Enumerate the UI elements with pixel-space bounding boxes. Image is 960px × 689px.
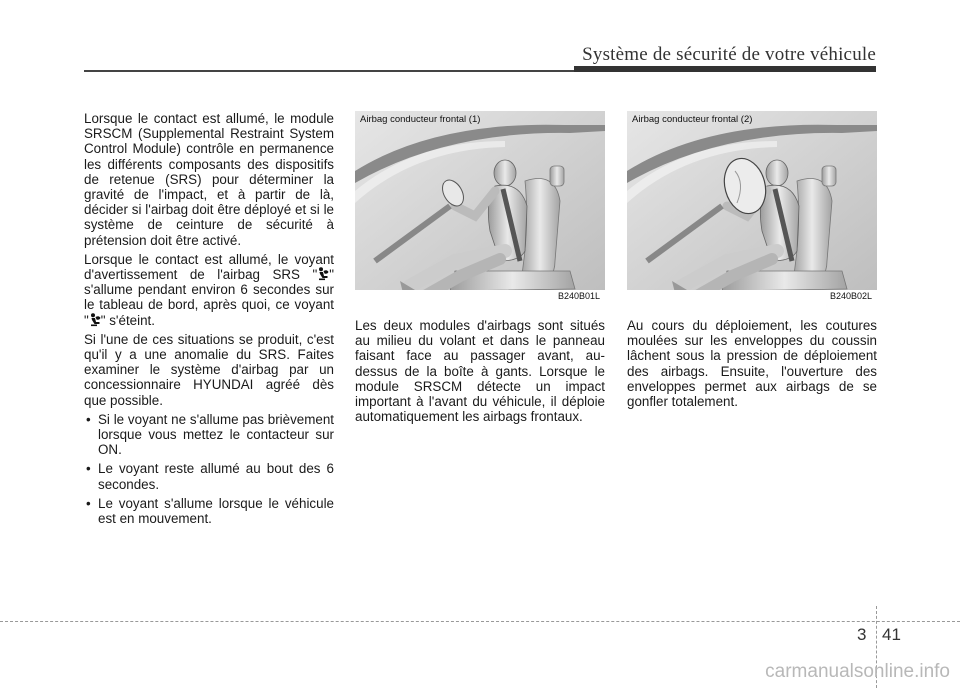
paragraph-deployment: Au cours du déploiement, les coutures moulées sur les enveloppes du coussin lâchent sous la pression de déploiement des airbags. Ensuite, l'ouverture des enveloppes permet aux airbags de se gonfler totalement. xyxy=(627,318,877,410)
footer-rule xyxy=(0,621,960,622)
airbag-warning-icon xyxy=(89,313,101,327)
paragraph-anomaly: Si l'une de ces situations se produit, c'est qu'il y a une anomalie du SRS. Faites examiner le système d'airbag par un concessionnaire HYUNDAI agréé dès que possible. xyxy=(84,331,334,408)
driver-airbag-illustration-2 xyxy=(627,111,877,303)
text-column-3 xyxy=(627,318,877,413)
page-header-title: Système de sécurité de votre véhicule xyxy=(582,44,876,65)
text-column-1 xyxy=(84,111,334,530)
page-number: 41 xyxy=(882,625,901,644)
figure-caption: Airbag conducteur frontal (2) xyxy=(632,114,753,125)
header-rule xyxy=(84,70,624,72)
list-item: • Le voyant reste allumé au bout des 6 secondes. xyxy=(84,461,334,491)
anomaly-list xyxy=(84,412,334,526)
text-column-2 xyxy=(355,318,605,428)
paragraph-airbag-modules: Les deux modules d'airbags sont situés au milieu du volant et dans le panneau faisant face au passager avant, au-dessus de la boîte à gants. Lorsque le module SRSCM détecte un impact important à l'avant du véhicule, il déploie automatiquement les airbags frontaux. xyxy=(355,318,605,425)
header-rule-accent xyxy=(574,66,876,72)
list-item: • Le voyant s'allume lorsque le véhicule est en mouvement. xyxy=(84,496,334,526)
paragraph-warning-light-part1: Lorsque le contact est allumé, le voyant d'avertissement de l'airbag SRS " xyxy=(84,251,334,283)
paragraph-warning-light-part3: " s'éteint. xyxy=(100,312,155,328)
driver-airbag-illustration-1 xyxy=(355,111,605,303)
paragraph-warning-light-part2: " s'allume pendant environ 6 secondes sur le tableau de bord, après quoi, ce voyant " xyxy=(84,267,334,328)
figure-code: B240B01L xyxy=(557,291,600,301)
paragraph-warning-light xyxy=(84,252,334,328)
watermark: carmanualsonline.info xyxy=(765,661,950,682)
list-item: • Si le voyant ne s'allume pas brièvement lorsque vous mettez le contacteur sur ON. xyxy=(84,412,334,458)
figure-driver-airbag-2 xyxy=(627,111,877,303)
figure-driver-airbag-1 xyxy=(355,111,605,303)
paragraph-srscm: Lorsque le contact est allumé, le module SRSCM (Supplemental Restraint System Control Module) contrôle en permanence les différents composants des dispositifs de retenue (SRS) pour déterminer la gravité de l'impact, et à partir de là, décider si l'airbag doit être déployé et si le système de ceinture de sécurité à prétension doit être activé. xyxy=(84,111,334,248)
figure-caption: Airbag conducteur frontal (1) xyxy=(360,114,481,125)
chapter-number: 3 xyxy=(857,625,867,644)
airbag-warning-icon xyxy=(317,267,329,281)
figure-code: B240B02L xyxy=(829,291,872,301)
